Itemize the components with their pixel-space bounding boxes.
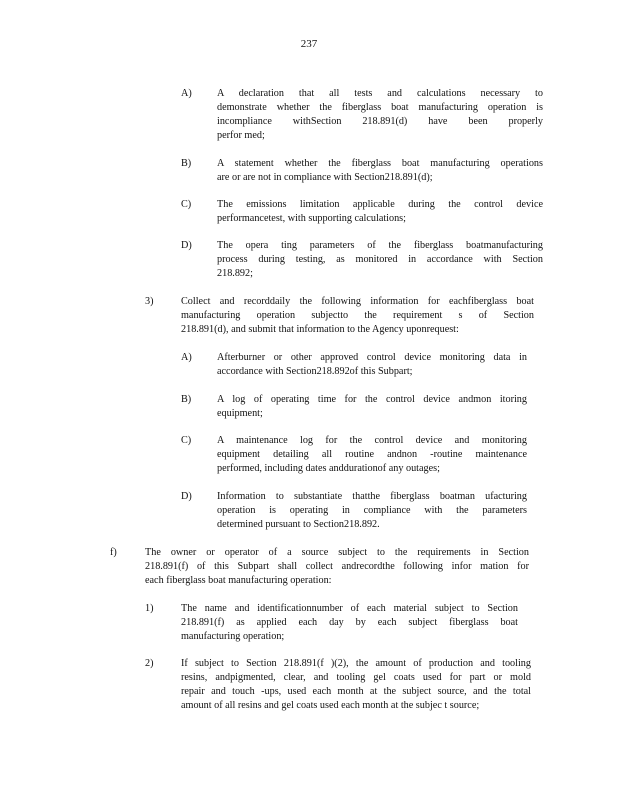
text-line: incompliance withSection 218.891(d) have been properly: [217, 116, 543, 127]
text-line: Afterburner or other approved control device monitoring data in: [217, 352, 527, 363]
item-text: [217, 490, 527, 532]
text-line: amount of all resins and gel coats used each month at the subjec t source;: [181, 700, 480, 711]
text-line: 218.891(d), and submit that information to the Agency uponrequest:: [181, 324, 459, 335]
text-line: performed, including dates anddurationof any outages;: [217, 463, 440, 474]
text-line: The opera ting parameters of the fiberglass boatmanufacturing: [217, 240, 543, 251]
page-number: 237: [300, 38, 318, 50]
text-line: Collect and recorddaily the following information for eachfiberglass boat: [181, 296, 534, 307]
item-label: B): [181, 158, 192, 169]
item-label: 3): [145, 296, 154, 307]
item-label: f): [110, 547, 117, 558]
item-text: [217, 351, 527, 379]
item-label: 2): [145, 658, 154, 669]
item-label: B): [181, 394, 192, 405]
text-line: resins, andpigmented, clear, and tooling gel coats used for part or mold: [181, 672, 531, 683]
item-text: [217, 434, 527, 476]
item-text: [181, 295, 534, 337]
item-text: [181, 657, 531, 713]
text-line: A declaration that all tests and calculations necessary to: [217, 88, 543, 99]
item-text: [145, 546, 529, 588]
item-text: [217, 157, 543, 185]
text-line: A statement whether the fiberglass boat manufacturing operations: [217, 158, 543, 169]
item-label: A): [181, 88, 192, 99]
text-line: performancetest, with supporting calculations;: [217, 213, 406, 224]
text-line: The emissions limitation applicable during the control device: [217, 199, 543, 210]
item-label: C): [181, 435, 192, 446]
item-label: D): [181, 491, 192, 502]
item-text: [217, 198, 543, 226]
text-line: A log of operating time for the control device andmon itoring: [217, 394, 527, 405]
text-line: are or are not in compliance with Section218.891(d);: [217, 172, 433, 183]
item-label: A): [181, 352, 192, 363]
text-line: determined pursuant to Section218.892.: [217, 519, 380, 530]
text-line: manufacturing operation subjectto the requirement s of Section: [181, 310, 534, 321]
item-text: [217, 393, 527, 421]
item-label: D): [181, 240, 192, 251]
text-line: 218.892;: [217, 268, 253, 279]
text-line: accordance with Section218.892of this Subpart;: [217, 366, 413, 377]
text-line: perfor med;: [217, 130, 265, 141]
text-line: process during testing, as monitored in accordance with Section: [217, 254, 543, 265]
text-line: 218.891(f) of this Subpart shall collect andrecordthe following infor mation for: [145, 561, 529, 572]
text-line: manufacturing operation;: [181, 631, 285, 642]
item-text: [217, 87, 543, 143]
text-line: The owner or operator of a source subject to the requirements in Section: [145, 547, 529, 558]
text-line: demonstrate whether the fiberglass boat manufacturing operation is: [217, 102, 543, 113]
text-line: repair and touch -ups, used each month at the subject source, and the total: [181, 686, 531, 697]
text-line: operation is operating in compliance with the parameters: [217, 505, 527, 516]
item-text: [217, 239, 543, 281]
item-text: [181, 602, 518, 644]
text-line: Information to substantiate thatthe fiberglass boatman ufacturing: [217, 491, 527, 502]
text-line: 218.891(f) as applied each day by each subject fiberglass boat: [181, 617, 518, 628]
text-line: The name and identificationnumber of each material subject to Section: [181, 603, 518, 614]
item-label: C): [181, 199, 192, 210]
item-label: 1): [145, 603, 154, 614]
text-line: equipment detailing all routine andnon -routine maintenance: [217, 449, 527, 460]
text-line: equipment;: [217, 408, 263, 419]
text-line: A maintenance log for the control device and monitoring: [217, 435, 527, 446]
text-line: If subject to Section 218.891(f )(2), the amount of production and tooling: [181, 658, 531, 669]
text-line: each fiberglass boat manufacturing operation:: [145, 575, 332, 586]
